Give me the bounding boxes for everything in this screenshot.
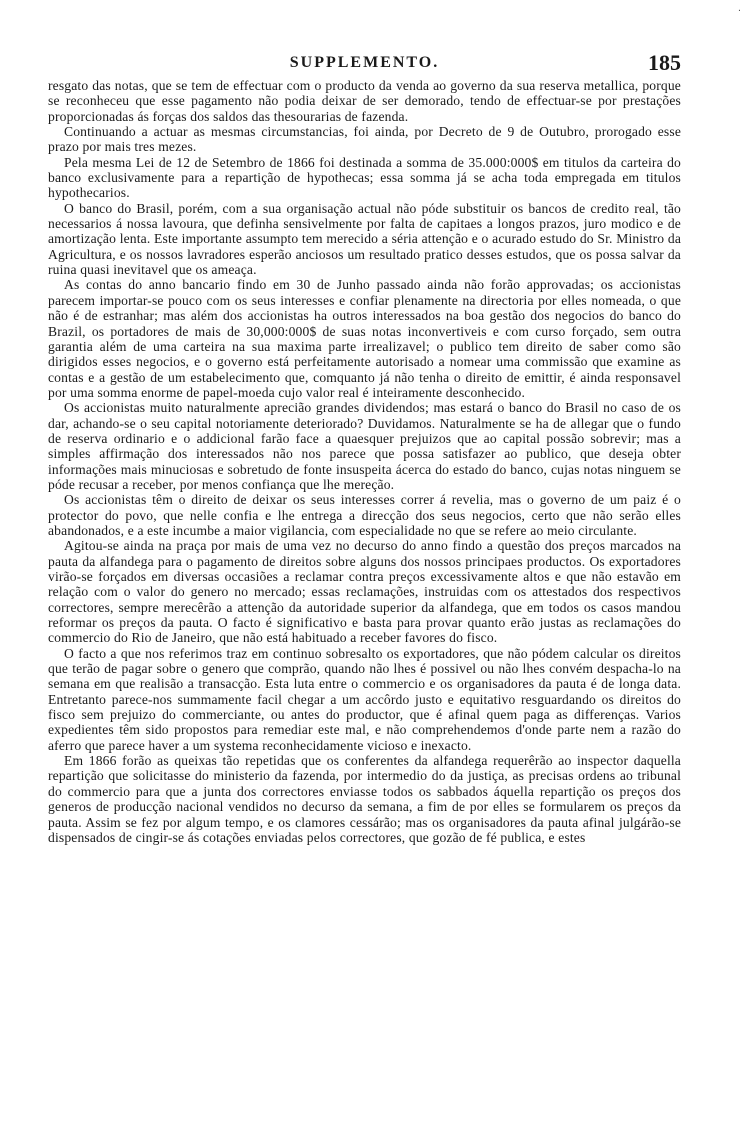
body-text [48, 78, 681, 845]
document-page [48, 50, 681, 845]
paragraph: O facto a que nos referimos traz em continuo sobresalto os exportadores, que não pódem calcular os direitos que terão de pagar sobre o genero que comprão, quando não lhes é possivel ou não lhes convém despacha-lo na semana em que realisão a transacção. Esta luta entre o commercio e os organisadores da pauta é de longa data. Entretanto parece-nos summamente facil chegar a um accôrdo justo e equitativo resguardando os direitos do fisco sem prejuizo do commerciante, ou antes do productor, que é afinal quem paga as differenças. Varios expedientes têm sido propostos para remediar este mal, e não comprehendemos d'onde parte nem a razão do aferro que parece haver a um systema reconhecidamente vicioso e inexacto. [48, 645, 681, 753]
paragraph: As contas do anno bancario findo em 30 de Junho passado ainda não forão approvadas; os accionistas parecem importar-se pouco com os seus interesses e confiar plenamente na directoria por elles nomeada, o que não é de estranhar; mas além dos accionistas ha outros interessados na boa gestão dos negocios do banco do Brazil, os portadores de mais de 30,000:000$ de suas notas inconvertiveis e com curso forçado, sem outra garantia além de uma carteira na sua maxima parte irrealizavel; o publico tem direito de saber como são dirigidos esses negocios, e o governo está perfeitamente autorisado a nomear uma commissão que examine as contas e a gestão de um estabelecimento que, comquanto já não tenha o direito de emittir, é ainda responsavel por uma somma enorme de papel-moeda cujo valor real é inteiramente desconhecido. [48, 277, 681, 400]
paragraph: Pela mesma Lei de 12 de Setembro de 1866 foi destinada a somma de 35.000:000$ em titulos da carteira do banco exclusivamente para a repartição de hypothecas; essa somma já se acha toda empregada em titulos hypothecarios. [48, 154, 681, 201]
paragraph: resgato das notas, que se tem de effectuar com o producto da venda ao governo da sua reserva metallica, porque se reconheceu que esse pagamento não podia deixar de ser demorado, tendo de effectuar-se por prestações proporcionadas ás forças dos saldos das thesourarias de fazenda. [48, 78, 681, 124]
edge-mark: · [737, 6, 741, 17]
page-header [48, 50, 681, 78]
paragraph: Os accionistas têm o direito de deixar os seus interesses correr á revelia, mas o governo de um paiz é o protector do povo, que nelle confia e lhe entrega a direcção dos seus negocios, certo que não serão elles abandonados, e a este incumbe a maior vigilancia, com especialidade no que se refere ao meio circulante. [48, 492, 681, 538]
paragraph: Os accionistas muito naturalmente aprecião grandes dividendos; mas estará o banco do Brasil no caso de os dar, achando-se o seu capital notoriamente deteriorado? Duvidamos. Naturalmente se ha de allegar que o fundo de reserva ordinario e o addicional farão face a quaesquer prejuizos que ao capital possão sobrevir; mas a simples affirmação dos interessados não nos parece que possa satisfazer ao publico, que deseja obter informações mais minuciosas e sobretudo de fonte insuspeita ácerca do estado do banco, cujas notas ninguem se póde recusar a receber, por menos confiança que lhe mereção. [48, 400, 681, 492]
page-number: 185 [648, 50, 681, 75]
paragraph: Agitou-se ainda na praça por mais de uma vez no decurso do anno findo a questão dos preços marcados na pauta da alfandega para o pagamento de direitos sobre alguns dos nossos principaes productos. Os exportadores virão-se forçados em diversas occasiões a reclamar contra preços excessivamente altos e que não estavão em relação com o valor do genero no mercado; essas reclamações, instruidas com os attestados dos respectivos correctores, sempre merecêrão a attenção da autoridade superior da alfandega, que em todos os casos mandou reformar os preços da pauta. O facto é significativo e basta para provar quanto erão justas as reclamações do commercio do Rio de Janeiro, que não está habituado a receber favores do fisco. [48, 538, 681, 646]
running-title: SUPPLEMENTO. [289, 54, 440, 71]
paragraph: O banco do Brasil, porém, com a sua organisação actual não póde substituir os bancos de credito real, tão necessarios á nossa lavoura, que definha sensivelmente por falta de capitaes a longos prazos, juro modico e de amortização lenta. Este importante assumpto tem merecido a séria attenção e o acurado estudo do Sr. Ministro da Agricultura, e os nossos lavradores esperão anciosos um resultado pratico desses estudos, que os possa salvar da ruina quasi inevitavel que os ameaça. [48, 200, 681, 278]
paragraph: Em 1866 forão as queixas tão repetidas que os conferentes da alfandega requerêrão ao inspector daquella repartição que solicitasse do ministerio da fazenda, por intermedio do da justiça, as precisas ordens ao tribunal do commercio para que a junta dos correctores enviasse todos os sabbados áquella repartição os preços dos generos de producção nacional vendidos no decurso da semana, a fim de por elles se formularem os preços da pauta. Assim se fez por algum tempo, e os clamores cessárão; mas os organisadores da pauta afinal julgárão-se dispensados de cingir-se ás cotações enviadas pelos correctores, que gozão de fé publica, e estes [48, 753, 681, 845]
paragraph: Continuando a actuar as mesmas circumstancias, foi ainda, por Decreto de 9 de Outubro, prorogado esse prazo por mais tres mezes. [48, 124, 681, 155]
